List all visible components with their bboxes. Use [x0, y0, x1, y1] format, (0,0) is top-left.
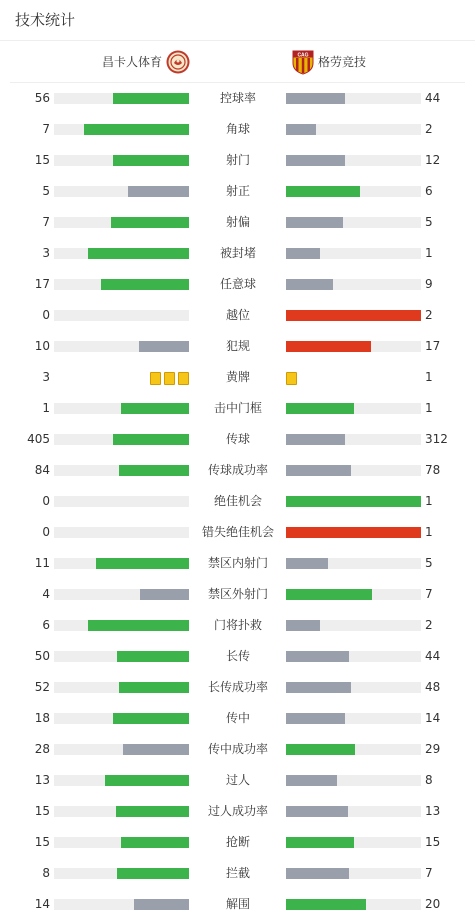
home-value: 0 — [42, 494, 50, 508]
away-bar-fill — [286, 868, 349, 879]
stat-row — [0, 238, 475, 269]
stats-table — [0, 83, 475, 920]
stat-row — [0, 517, 475, 548]
home-bar-track — [54, 217, 189, 228]
home-value: 7 — [42, 215, 50, 229]
away-bar-fill — [286, 589, 372, 600]
away-value: 5 — [425, 556, 433, 570]
home-yellow-cards — [150, 372, 189, 385]
page-title: 技术统计 — [0, 0, 475, 41]
stat-label: 传球成功率 — [207, 463, 268, 477]
away-team-name: 格劳竞技 — [318, 55, 367, 69]
home-value: 11 — [34, 556, 50, 570]
away-value: 20 — [425, 897, 441, 911]
stat-label: 传中 — [225, 711, 250, 725]
stat-label: 抢断 — [225, 835, 250, 849]
away-bar-track — [286, 465, 421, 476]
away-bar-fill — [286, 837, 354, 848]
away-crest-letters: CAG — [297, 52, 309, 58]
home-value: 14 — [34, 897, 50, 911]
away-bar-fill — [286, 403, 354, 414]
stat-label: 过人 — [225, 773, 250, 787]
home-value: 50 — [34, 649, 50, 663]
away-bar-fill — [286, 558, 328, 569]
away-bar-fill — [286, 651, 349, 662]
away-bar-fill — [286, 248, 320, 259]
stat-row — [0, 83, 475, 114]
away-value: 7 — [425, 866, 433, 880]
home-bar-fill — [113, 93, 189, 104]
stat-row — [0, 393, 475, 424]
home-bar-track — [54, 155, 189, 166]
away-bar-track — [286, 775, 421, 786]
home-bar-fill — [105, 775, 189, 786]
home-value: 15 — [34, 153, 50, 167]
away-bar-track — [286, 806, 421, 817]
stat-row — [0, 114, 475, 145]
stat-row — [0, 331, 475, 362]
stat-label: 被封堵 — [219, 246, 256, 260]
away-bar-track — [286, 868, 421, 879]
home-value: 15 — [34, 835, 50, 849]
home-bar-track — [54, 403, 189, 414]
stat-row — [0, 300, 475, 331]
stat-label: 击中门框 — [213, 401, 262, 415]
stat-label: 越位 — [225, 308, 250, 322]
stat-row — [0, 207, 475, 238]
stat-label: 长传 — [225, 649, 250, 663]
away-bar-fill — [286, 465, 351, 476]
home-bar-fill — [139, 341, 189, 352]
home-bar-track — [54, 186, 189, 197]
away-bar-track — [286, 279, 421, 290]
home-team-name: 昌卡人体育 — [101, 55, 162, 69]
stat-row — [0, 610, 475, 641]
away-value: 1 — [425, 401, 433, 415]
yellow-card-icon — [286, 372, 297, 385]
home-bar-fill — [88, 248, 189, 259]
stat-row — [0, 455, 475, 486]
stat-label: 射偏 — [225, 215, 250, 229]
away-bar-track — [286, 310, 421, 321]
away-bar-fill — [286, 775, 337, 786]
away-bar-fill — [286, 806, 348, 817]
home-bar-track — [54, 775, 189, 786]
stat-label: 门将扑救 — [213, 618, 262, 632]
stat-row — [0, 145, 475, 176]
stat-row — [0, 672, 475, 703]
stat-row — [0, 548, 475, 579]
home-value: 4 — [42, 587, 50, 601]
away-bar-track — [286, 527, 421, 538]
away-bar-fill — [286, 620, 320, 631]
home-bar-fill — [128, 186, 189, 197]
home-value: 405 — [27, 432, 50, 446]
home-bar-track — [54, 620, 189, 631]
home-bar-track — [54, 558, 189, 569]
home-bar-track — [54, 806, 189, 817]
stat-row — [0, 796, 475, 827]
away-bar-fill — [286, 310, 421, 321]
away-bar-track — [286, 837, 421, 848]
stat-label: 长传成功率 — [207, 680, 268, 694]
home-bar-fill — [88, 620, 189, 631]
away-bar-fill — [286, 527, 421, 538]
club-crest-icon — [166, 50, 190, 74]
home-bar-fill — [117, 868, 189, 879]
home-bar-fill — [96, 558, 189, 569]
away-bar-fill — [286, 186, 360, 197]
away-bar-fill — [286, 279, 333, 290]
stat-row — [0, 424, 475, 455]
stat-label: 解围 — [225, 897, 250, 911]
away-bar-track — [286, 248, 421, 259]
away-bar-fill — [286, 93, 345, 104]
stat-label: 任意球 — [219, 277, 256, 291]
yellow-card-icon — [164, 372, 175, 385]
away-value: 9 — [425, 277, 433, 291]
away-value: 17 — [425, 339, 441, 353]
home-value: 28 — [34, 742, 50, 756]
stat-label: 错失绝佳机会 — [201, 525, 274, 539]
away-bar-fill — [286, 744, 355, 755]
home-bar-fill — [123, 744, 189, 755]
away-value: 29 — [425, 742, 441, 756]
away-bar-track — [286, 341, 421, 352]
home-bar-track — [54, 434, 189, 445]
stat-row — [0, 486, 475, 517]
away-value: 1 — [425, 494, 433, 508]
away-bar-fill — [286, 899, 366, 910]
away-value: 44 — [425, 91, 441, 105]
stat-label: 绝佳机会 — [213, 494, 262, 508]
away-bar-track — [286, 651, 421, 662]
home-bar-track — [54, 713, 189, 724]
home-bar-track — [54, 527, 189, 538]
away-bar-track — [286, 496, 421, 507]
home-bar-track — [54, 248, 189, 259]
home-value: 0 — [42, 308, 50, 322]
away-value: 15 — [425, 835, 441, 849]
stat-label: 控球率 — [219, 91, 256, 105]
home-bar-fill — [119, 682, 189, 693]
home-bar-fill — [111, 217, 189, 228]
stat-row — [0, 269, 475, 300]
home-bar-track — [54, 341, 189, 352]
away-value: 1 — [425, 370, 433, 384]
home-bar-fill — [101, 279, 189, 290]
away-bar-track — [286, 186, 421, 197]
away-bar-track — [286, 155, 421, 166]
stat-row — [0, 765, 475, 796]
home-value: 18 — [34, 711, 50, 725]
away-bar-track — [286, 589, 421, 600]
stat-label: 传中成功率 — [207, 742, 268, 756]
stat-row — [0, 889, 475, 920]
home-value: 3 — [42, 246, 50, 260]
home-value: 56 — [34, 91, 50, 105]
home-bar-track — [54, 868, 189, 879]
stat-label: 过人成功率 — [207, 804, 268, 818]
away-bar-track — [286, 620, 421, 631]
away-bar-track — [286, 713, 421, 724]
home-bar-track — [54, 124, 189, 135]
stat-label: 禁区外射门 — [207, 587, 268, 601]
home-team[interactable] — [102, 41, 190, 82]
home-bar-fill — [113, 434, 189, 445]
stat-label: 拦截 — [225, 866, 250, 880]
stat-label: 角球 — [225, 122, 250, 136]
away-value: 6 — [425, 184, 433, 198]
away-team[interactable] — [292, 41, 366, 82]
away-bar-track — [286, 124, 421, 135]
home-value: 8 — [42, 866, 50, 880]
away-bar-fill — [286, 155, 345, 166]
home-value: 1 — [42, 401, 50, 415]
home-bar-track — [54, 279, 189, 290]
home-bar-track — [54, 310, 189, 321]
away-bar-fill — [286, 434, 345, 445]
stat-row — [0, 827, 475, 858]
home-bar-track — [54, 93, 189, 104]
team-header — [10, 41, 465, 83]
home-bar-track — [54, 465, 189, 476]
home-value: 52 — [34, 680, 50, 694]
stat-label: 犯规 — [225, 339, 250, 353]
stat-row — [0, 579, 475, 610]
home-bar-track — [54, 744, 189, 755]
stat-label: 射门 — [225, 153, 250, 167]
home-bar-fill — [134, 899, 189, 910]
home-bar-track — [54, 837, 189, 848]
yellow-card-icon — [150, 372, 161, 385]
stat-row — [0, 362, 475, 393]
home-value: 15 — [34, 804, 50, 818]
stat-label: 射正 — [225, 184, 250, 198]
home-bar-track — [54, 682, 189, 693]
home-value: 0 — [42, 525, 50, 539]
away-bar-track — [286, 558, 421, 569]
away-value: 78 — [425, 463, 441, 477]
away-value: 1 — [425, 246, 433, 260]
away-value: 2 — [425, 308, 433, 322]
away-bar-fill — [286, 713, 345, 724]
home-value: 17 — [34, 277, 50, 291]
away-yellow-cards — [286, 372, 297, 385]
stat-label: 传球 — [225, 432, 250, 446]
away-bar-track — [286, 682, 421, 693]
away-value: 2 — [425, 618, 433, 632]
away-bar-track — [286, 744, 421, 755]
away-value: 312 — [425, 432, 448, 446]
home-value: 5 — [42, 184, 50, 198]
away-value: 5 — [425, 215, 433, 229]
home-value: 6 — [42, 618, 50, 632]
away-value: 13 — [425, 804, 441, 818]
home-bar-fill — [84, 124, 189, 135]
stat-row — [0, 176, 475, 207]
home-value: 3 — [42, 370, 50, 384]
yellow-card-icon — [178, 372, 189, 385]
home-value: 7 — [42, 122, 50, 136]
home-bar-fill — [113, 713, 189, 724]
away-bar-track — [286, 899, 421, 910]
away-value: 8 — [425, 773, 433, 787]
away-bar-fill — [286, 124, 316, 135]
away-bar-fill — [286, 682, 351, 693]
home-bar-fill — [121, 403, 189, 414]
home-value: 84 — [34, 463, 50, 477]
away-bar-track — [286, 93, 421, 104]
away-bar-fill — [286, 496, 421, 507]
stat-row — [0, 734, 475, 765]
home-bar-fill — [121, 837, 189, 848]
stat-label: 黄牌 — [225, 370, 250, 384]
away-bar-track — [286, 217, 421, 228]
home-value: 10 — [34, 339, 50, 353]
away-bar-fill — [286, 217, 343, 228]
stat-row — [0, 703, 475, 734]
home-bar-track — [54, 899, 189, 910]
home-bar-track — [54, 496, 189, 507]
away-value: 2 — [425, 122, 433, 136]
away-value: 12 — [425, 153, 441, 167]
home-bar-track — [54, 651, 189, 662]
home-bar-fill — [116, 806, 189, 817]
home-value: 13 — [34, 773, 50, 787]
home-bar-fill — [113, 155, 189, 166]
away-bar-track — [286, 403, 421, 414]
home-bar-track — [54, 589, 189, 600]
home-bar-fill — [117, 651, 189, 662]
home-bar-fill — [119, 465, 189, 476]
away-bar-fill — [286, 341, 371, 352]
away-value: 14 — [425, 711, 441, 725]
shield-crest-icon — [292, 49, 314, 75]
away-value: 44 — [425, 649, 441, 663]
home-bar-fill — [140, 589, 189, 600]
stat-row — [0, 858, 475, 889]
away-value: 7 — [425, 587, 433, 601]
away-value: 1 — [425, 525, 433, 539]
stat-row — [0, 641, 475, 672]
stat-label: 禁区内射门 — [207, 556, 268, 570]
away-bar-track — [286, 434, 421, 445]
away-value: 48 — [425, 680, 441, 694]
